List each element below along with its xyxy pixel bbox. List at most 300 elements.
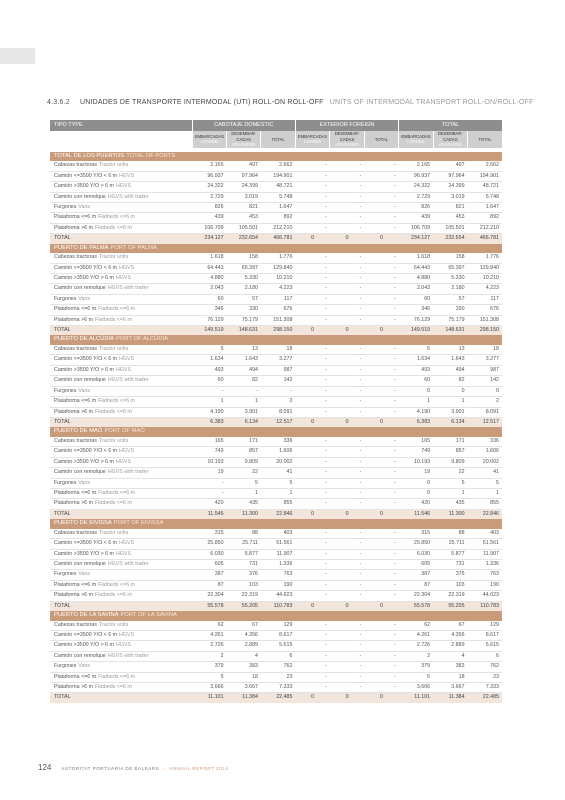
row-label-es: Plataforma >6 m bbox=[54, 500, 94, 507]
table-cell: 48.721 bbox=[468, 182, 502, 192]
table-cell: 7.333 bbox=[468, 683, 502, 693]
table-cell: 24.399 bbox=[433, 182, 467, 192]
row-label-es: Camión <=3500 Y/O < 6 m bbox=[54, 448, 118, 455]
column-label-es: DESEMBAR-CADAS bbox=[231, 131, 257, 142]
table-cell: 1 bbox=[227, 397, 261, 407]
table-cell: 749 bbox=[399, 447, 433, 457]
table-cell: 19 bbox=[399, 468, 433, 478]
row-label-es: Plataforma <=6 m bbox=[54, 398, 97, 405]
table-cell: 1.776 bbox=[261, 253, 295, 263]
table-cell: - bbox=[364, 591, 398, 601]
table-cell: 64.443 bbox=[399, 263, 433, 273]
row-label-es: Furgones bbox=[54, 571, 77, 578]
table-cell: - bbox=[364, 274, 398, 284]
row-label bbox=[50, 284, 192, 294]
table-cell: - bbox=[330, 651, 364, 661]
table-cell: - bbox=[295, 672, 329, 682]
table-cell: 57 bbox=[227, 294, 261, 304]
total-cell: 148.631 bbox=[227, 326, 261, 336]
row-label-en: HGVS with trailer bbox=[107, 652, 149, 659]
table-cell: 82 bbox=[227, 376, 261, 386]
table-cell: 1.336 bbox=[261, 559, 295, 569]
table-cell: - bbox=[364, 457, 398, 467]
total-cell: 55.578 bbox=[399, 601, 433, 611]
table-cell: 2.165 bbox=[192, 161, 226, 171]
table-cell: 22 bbox=[433, 468, 467, 478]
table-cell: - bbox=[261, 386, 295, 396]
table-cell: 494 bbox=[433, 365, 467, 375]
column-label-en: UNLOADED bbox=[438, 142, 462, 148]
table-row bbox=[50, 345, 502, 355]
table-cell: 75.179 bbox=[433, 315, 467, 325]
row-label bbox=[50, 213, 192, 223]
table-row bbox=[50, 355, 502, 365]
column-label-en: UNLOADED bbox=[335, 142, 359, 148]
row-label bbox=[50, 407, 192, 417]
table-row bbox=[50, 559, 502, 569]
row-label-en: Vans bbox=[78, 204, 91, 210]
footer-separator: · bbox=[163, 765, 166, 772]
table-cell: 87 bbox=[192, 580, 226, 590]
table-row bbox=[50, 365, 502, 375]
table-cell: - bbox=[330, 621, 364, 631]
table-cell: - bbox=[364, 437, 398, 447]
table-row bbox=[50, 315, 502, 325]
table-cell: 2.043 bbox=[192, 284, 226, 294]
table-cell: - bbox=[295, 284, 329, 294]
table-cell: - bbox=[364, 539, 398, 549]
table-cell: 51.561 bbox=[261, 539, 295, 549]
group-header-2: TOTAL bbox=[399, 120, 502, 131]
table-cell: 129 bbox=[261, 621, 295, 631]
table-cell: 1 bbox=[227, 488, 261, 498]
table-cell: 376 bbox=[227, 570, 261, 580]
table-cell: 44.623 bbox=[261, 591, 295, 601]
row-label-es: Camión con remolque bbox=[54, 560, 106, 567]
table-cell: 8.091 bbox=[261, 407, 295, 417]
table-cell: 749 bbox=[192, 447, 226, 457]
total-cell: 0 bbox=[364, 234, 398, 244]
row-label bbox=[50, 386, 192, 396]
table-cell: 41 bbox=[261, 468, 295, 478]
table-cell: - bbox=[364, 397, 398, 407]
port-name-en: PORT OF MAÓ bbox=[104, 428, 145, 435]
table-cell: 1.776 bbox=[468, 253, 502, 263]
table-row bbox=[50, 407, 502, 417]
column-label-es: EMBARCADAS bbox=[401, 133, 431, 139]
table-cell: 762 bbox=[468, 662, 502, 672]
column-label-es: DESEMBAR-CADAS bbox=[437, 131, 463, 142]
total-cell: 22.846 bbox=[468, 509, 502, 519]
total-row bbox=[50, 509, 502, 519]
table-cell: 10.193 bbox=[192, 457, 226, 467]
table-cell: 18 bbox=[261, 345, 295, 355]
table-cell: - bbox=[295, 213, 329, 223]
table-cell: 151.308 bbox=[261, 315, 295, 325]
table-cell: - bbox=[330, 171, 364, 181]
table-cell: - bbox=[330, 478, 364, 488]
table-row bbox=[50, 294, 502, 304]
total-cell: 0 bbox=[295, 693, 329, 703]
port-name bbox=[50, 244, 502, 254]
table-cell: 76.129 bbox=[399, 315, 433, 325]
table-cell: 8.617 bbox=[468, 631, 502, 641]
column-header-3 bbox=[295, 131, 329, 148]
table-cell: - bbox=[295, 621, 329, 631]
table-cell: - bbox=[330, 662, 364, 672]
column-label-en: LOADED bbox=[304, 139, 322, 145]
row-label-en: Flatbeds <=6 m bbox=[98, 489, 135, 496]
table-cell: 60 bbox=[192, 376, 226, 386]
row-label bbox=[50, 355, 192, 365]
table-cell: 65.397 bbox=[227, 263, 261, 273]
table-cell: 315 bbox=[192, 529, 226, 539]
table-row bbox=[50, 499, 502, 509]
row-label-en: Flatbeds <=6 m bbox=[95, 408, 132, 415]
row-label-en: Vans bbox=[78, 479, 91, 486]
row-label-es: Camión con remolque bbox=[54, 193, 106, 200]
table-cell: 4.356 bbox=[227, 631, 261, 641]
table-cell: 1.647 bbox=[261, 203, 295, 213]
table-cell: - bbox=[330, 294, 364, 304]
row-label-en: HGVS bbox=[115, 183, 131, 190]
table-row bbox=[50, 457, 502, 467]
section-title-es: UNIDADES DE TRANSPORTE INTERMODAL (UTI) ROLL-ON ROLL-OFF bbox=[79, 99, 324, 106]
table-cell: 25.711 bbox=[227, 539, 261, 549]
table-cell: 1.634 bbox=[399, 355, 433, 365]
row-label-es: Camión >3500 Y/O > 6 m bbox=[54, 642, 114, 649]
total-cell: 234.127 bbox=[192, 234, 226, 244]
table-cell: - bbox=[295, 397, 329, 407]
column-header-6 bbox=[399, 131, 433, 148]
table-cell: 158 bbox=[227, 253, 261, 263]
table-cell: 97.964 bbox=[227, 171, 261, 181]
port-name-en: PORT OF PALMA bbox=[110, 244, 157, 251]
port-name bbox=[50, 335, 502, 345]
table-cell: - bbox=[330, 253, 364, 263]
row-label-es: Plataforma <=6 m bbox=[54, 214, 97, 221]
column-label-es: DESEMBAR-CADAS bbox=[334, 131, 360, 142]
table-cell: 6.030 bbox=[192, 549, 226, 559]
table-cell: 892 bbox=[468, 213, 502, 223]
table-cell: 731 bbox=[227, 559, 261, 569]
row-label bbox=[50, 672, 192, 682]
group-header-1: EXTERIOR FOREIGN bbox=[295, 120, 398, 131]
table-cell: - bbox=[364, 386, 398, 396]
table-row bbox=[50, 478, 502, 488]
row-label-es: Camión <=3500 Y/O < 6 m bbox=[54, 632, 118, 638]
row-label-en: Flatbeds <=6 m bbox=[98, 214, 135, 221]
row-label bbox=[50, 161, 192, 171]
row-label-es: Plataforma <=6 m bbox=[54, 673, 97, 680]
table-row bbox=[50, 683, 502, 693]
table-cell: - bbox=[330, 591, 364, 601]
table-row bbox=[50, 274, 502, 284]
table-cell: - bbox=[295, 407, 329, 417]
table-cell: - bbox=[364, 651, 398, 661]
table-cell: - bbox=[330, 437, 364, 447]
table-cell: 5.748 bbox=[261, 192, 295, 202]
table-cell: 826 bbox=[399, 203, 433, 213]
table-cell: 8.617 bbox=[261, 631, 295, 641]
table-row bbox=[50, 662, 502, 672]
table-cell: 493 bbox=[192, 365, 226, 375]
table-cell: 855 bbox=[468, 499, 502, 509]
row-label-en: HGVS bbox=[115, 642, 131, 649]
table-cell: 190 bbox=[261, 580, 295, 590]
table-cell: 13 bbox=[433, 345, 467, 355]
table-cell: 763 bbox=[261, 570, 295, 580]
port-name-en: PORT OF ALCÚDIA bbox=[116, 336, 169, 343]
table-cell: 4.223 bbox=[261, 284, 295, 294]
table-cell: 129.840 bbox=[468, 263, 502, 273]
total-cell: 11.300 bbox=[227, 509, 261, 519]
table-cell: - bbox=[295, 662, 329, 672]
row-label-en: HGVS bbox=[115, 366, 131, 373]
table-cell: 5.877 bbox=[433, 549, 467, 559]
table-cell: 22 bbox=[227, 468, 261, 478]
total-cell: 149.519 bbox=[192, 326, 226, 336]
header-spacer bbox=[50, 131, 192, 148]
table-cell: - bbox=[295, 274, 329, 284]
table-cell: 3.019 bbox=[433, 192, 467, 202]
row-label bbox=[50, 529, 192, 539]
table-cell: - bbox=[295, 488, 329, 498]
table-cell: 20.002 bbox=[468, 457, 502, 467]
row-label-en: HGVS bbox=[119, 356, 135, 363]
table-cell: 762 bbox=[261, 662, 295, 672]
table-row bbox=[50, 386, 502, 396]
port-header-row bbox=[50, 519, 502, 529]
table-row bbox=[50, 213, 502, 223]
table-cell: - bbox=[192, 488, 226, 498]
table-cell: 1 bbox=[433, 488, 467, 498]
table-cell: 379 bbox=[399, 662, 433, 672]
column-header-7 bbox=[433, 131, 467, 148]
table-cell: 212.210 bbox=[468, 223, 502, 233]
row-label-es: Camión >3500 Y/O > 6 m bbox=[54, 550, 114, 557]
total-cell: 55.205 bbox=[227, 601, 261, 611]
table-cell: - bbox=[364, 284, 398, 294]
table-cell: 346 bbox=[192, 305, 226, 315]
table-cell: - bbox=[364, 478, 398, 488]
table-cell: - bbox=[364, 468, 398, 478]
row-label bbox=[50, 631, 192, 641]
table-cell: 67 bbox=[433, 621, 467, 631]
table-cell: 171 bbox=[433, 437, 467, 447]
row-label bbox=[50, 570, 192, 580]
footer-report: ANNUAL REPORT 2014 bbox=[169, 766, 229, 771]
table-cell: 1.643 bbox=[433, 355, 467, 365]
total-cell: 22.485 bbox=[468, 693, 502, 703]
total-cell: 0 bbox=[364, 417, 398, 427]
table-cell: 0 bbox=[468, 386, 502, 396]
total-cell: 11.384 bbox=[433, 693, 467, 703]
table-cell: 439 bbox=[399, 213, 433, 223]
table-cell: 4.356 bbox=[433, 631, 467, 641]
table-cell: 165 bbox=[192, 437, 226, 447]
table-cell: 105.501 bbox=[227, 223, 261, 233]
port-header-row bbox=[50, 244, 502, 254]
table-cell: - bbox=[330, 355, 364, 365]
table-cell: 5 bbox=[227, 478, 261, 488]
table-cell: 336 bbox=[468, 437, 502, 447]
row-label bbox=[50, 315, 192, 325]
table-cell: 57 bbox=[433, 294, 467, 304]
total-cell: 0 bbox=[295, 601, 329, 611]
table-row bbox=[50, 182, 502, 192]
row-label-es: Furgones bbox=[54, 387, 77, 394]
header-row-columns bbox=[50, 131, 502, 148]
table-cell: 44.623 bbox=[468, 591, 502, 601]
table-row bbox=[50, 621, 502, 631]
total-cell: 0 bbox=[364, 509, 398, 519]
table-cell: 103 bbox=[433, 580, 467, 590]
total-cell: 0 bbox=[364, 693, 398, 703]
row-label-en: Flatbeds <=6 m bbox=[98, 581, 135, 588]
table-cell: 1 bbox=[192, 397, 226, 407]
table-cell: 1.618 bbox=[399, 253, 433, 263]
row-label bbox=[50, 192, 192, 202]
table-cell: 22.304 bbox=[399, 591, 433, 601]
table-cell: 5 bbox=[399, 672, 433, 682]
total-cell: 148.631 bbox=[433, 326, 467, 336]
total-cell: 149.519 bbox=[399, 326, 433, 336]
table-cell: - bbox=[364, 672, 398, 682]
table-cell: - bbox=[295, 468, 329, 478]
table-cell: 88 bbox=[433, 529, 467, 539]
row-label bbox=[50, 457, 192, 467]
table-cell: - bbox=[295, 161, 329, 171]
table-row bbox=[50, 468, 502, 478]
table-cell: 9.809 bbox=[433, 457, 467, 467]
row-label-es: Camión <=3500 Y/O < 6 m bbox=[54, 172, 118, 179]
page-number: 124 bbox=[38, 763, 52, 772]
table-cell: 20.002 bbox=[261, 457, 295, 467]
table-cell: 5.748 bbox=[468, 192, 502, 202]
table-row bbox=[50, 529, 502, 539]
table-cell: 0 bbox=[399, 488, 433, 498]
total-cell: 0 bbox=[295, 417, 329, 427]
table-cell: 10.210 bbox=[468, 274, 502, 284]
table-cell: 2.729 bbox=[399, 192, 433, 202]
total-row bbox=[50, 326, 502, 336]
table-cell: - bbox=[364, 203, 398, 213]
table-cell: 387 bbox=[192, 570, 226, 580]
table-cell: 96.937 bbox=[399, 171, 433, 181]
port-name-en: PORT OF EIVISSA bbox=[113, 520, 164, 527]
table-cell: 330 bbox=[227, 305, 261, 315]
table-cell: - bbox=[295, 437, 329, 447]
table-cell: 6 bbox=[261, 651, 295, 661]
table-cell: - bbox=[330, 263, 364, 273]
table-cell: - bbox=[295, 559, 329, 569]
table-cell: - bbox=[295, 305, 329, 315]
row-label bbox=[50, 345, 192, 355]
table-cell: 3.277 bbox=[468, 355, 502, 365]
table-cell: - bbox=[364, 570, 398, 580]
column-label-es: TOTAL bbox=[374, 136, 389, 142]
table-row bbox=[50, 651, 502, 661]
row-label-en: Tractor units bbox=[98, 437, 129, 444]
total-cell: 110.783 bbox=[468, 601, 502, 611]
row-label bbox=[50, 447, 192, 457]
row-label-es: Camión >3500 Y/O > 6 m bbox=[54, 366, 114, 373]
table-cell: - bbox=[364, 171, 398, 181]
port-name-es: PUERTO DE LA SAVINA bbox=[54, 612, 119, 618]
total-cell: 11.101 bbox=[192, 693, 226, 703]
table-cell: - bbox=[295, 447, 329, 457]
row-label-es: Cabezas tractoras bbox=[54, 437, 97, 444]
table-cell: 18 bbox=[433, 672, 467, 682]
column-label-en: LOADED bbox=[200, 139, 218, 145]
table-cell: - bbox=[330, 559, 364, 569]
table-cell: 22.319 bbox=[227, 591, 261, 601]
table-cell: - bbox=[330, 345, 364, 355]
table-row bbox=[50, 641, 502, 651]
table-cell: 315 bbox=[399, 529, 433, 539]
table-cell: 11.907 bbox=[261, 549, 295, 559]
table-cell: - bbox=[330, 213, 364, 223]
row-label-en: HGVS with trailer bbox=[107, 193, 149, 200]
table-cell: 2.726 bbox=[399, 641, 433, 651]
table-cell: 62 bbox=[399, 621, 433, 631]
table-row bbox=[50, 253, 502, 263]
port-name bbox=[50, 519, 502, 529]
table-cell: - bbox=[330, 274, 364, 284]
column-header-1 bbox=[227, 131, 261, 148]
table-cell: - bbox=[330, 203, 364, 213]
table-cell: 5.615 bbox=[261, 641, 295, 651]
port-name bbox=[50, 611, 502, 621]
table-cell: 106.709 bbox=[192, 223, 226, 233]
row-label-en: HGVS with trailer bbox=[107, 285, 149, 292]
table-cell: 23 bbox=[261, 672, 295, 682]
table-row bbox=[50, 631, 502, 641]
row-label bbox=[50, 203, 192, 213]
total-cell: 6.134 bbox=[227, 417, 261, 427]
table-row bbox=[50, 161, 502, 171]
table-cell: - bbox=[330, 672, 364, 682]
table-row bbox=[50, 305, 502, 315]
row-label bbox=[50, 559, 192, 569]
row-label-en: Tractor units bbox=[98, 529, 129, 536]
total-cell: 11.101 bbox=[399, 693, 433, 703]
table-cell: 48.721 bbox=[261, 182, 295, 192]
table-cell: 62 bbox=[192, 621, 226, 631]
table-cell: - bbox=[295, 223, 329, 233]
table-cell: - bbox=[295, 591, 329, 601]
table-cell: 171 bbox=[227, 437, 261, 447]
table-cell: 0 bbox=[433, 386, 467, 396]
table-cell: 75.179 bbox=[227, 315, 261, 325]
table-cell: 987 bbox=[468, 365, 502, 375]
table-cell: - bbox=[295, 549, 329, 559]
table-cell: 190 bbox=[468, 580, 502, 590]
table-cell: 25.850 bbox=[192, 539, 226, 549]
table-cell: 3.666 bbox=[399, 683, 433, 693]
row-label-en: HGVS with trailer bbox=[107, 377, 149, 384]
row-label bbox=[50, 274, 192, 284]
table-cell: - bbox=[295, 263, 329, 273]
table-cell: 60 bbox=[399, 294, 433, 304]
total-cell: 6.383 bbox=[399, 417, 433, 427]
row-label-es: Cabezas tractoras bbox=[54, 162, 97, 169]
table-row bbox=[50, 580, 502, 590]
table-cell: - bbox=[295, 457, 329, 467]
row-label-en: Tractor units bbox=[98, 162, 129, 169]
table-cell: - bbox=[364, 253, 398, 263]
